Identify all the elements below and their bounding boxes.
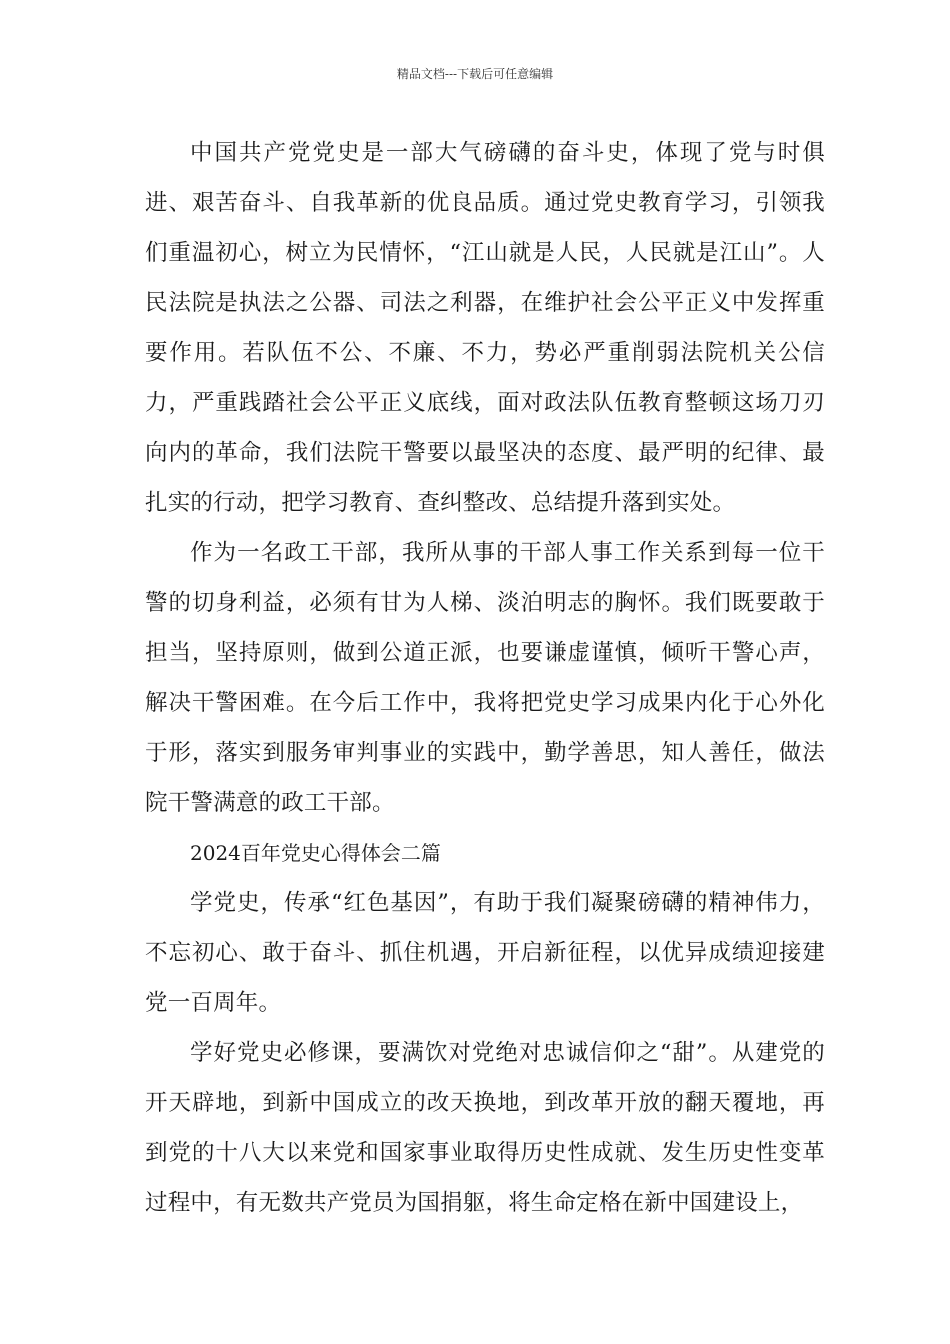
paragraph: 中国共产党党史是一部大气磅礴的奋斗史，体现了党与时俱进、艰苦奋斗、自我革新的优良品质。通过党史教育学习，引领我们重温初心，树立为民情怀，“江山就是人民，人民就是江山”。人民法院是执法之公器、司法之利器，在维护社会公平正义中发挥重要作用。若队伍不公、不廉、不力，势必严重削弱法院机关公信力，严重践踏社会公平正义底线，面对政法队伍教育整顿这场刀刃向内的革命，我们法院干警要以最坚决的态度、最严明的纪律、最扎实的行动，把学习教育、查纠整改、总结提升落到实处。: [145, 140, 825, 516]
section-heading: 2024百年党史心得体会二篇: [190, 841, 441, 865]
paragraph: 作为一名政工干部，我所从事的干部人事工作关系到每一位干警的切身利益，必须有甘为人梯、淡泊明志的胸怀。我们既要敢于担当，坚持原则，做到公道正派，也要谦虚谨慎，倾听干警心声，解决干警困难。在今后工作中，我将把党史学习成果内化于心外化于形，落实到服务审判事业的实践中，勤学善思，知人善任，做法院干警满意的政工干部。: [145, 540, 825, 816]
paragraph: 学好党史必修课，要满饮对党绝对忠诚信仰之“甜”。从建党的开天辟地，到新中国成立的改天换地，到改革开放的翻天覆地，再到党的十八大以来党和国家事业取得历史性成就、发生历史性变革过程中，有无数共产党员为国捐躯，将生命定格在新中国建设上，: [145, 1040, 825, 1216]
page-header: 精品文档---下载后可任意编辑: [396, 67, 554, 81]
document-body: [145, 128, 825, 1228]
paragraph: 学党史，传承“红色基因”，有助于我们凝聚磅礴的精神伟力，不忘初心、敢于奋斗、抓住机遇，开启新征程，以优异成绩迎接建党一百周年。: [145, 890, 825, 1016]
